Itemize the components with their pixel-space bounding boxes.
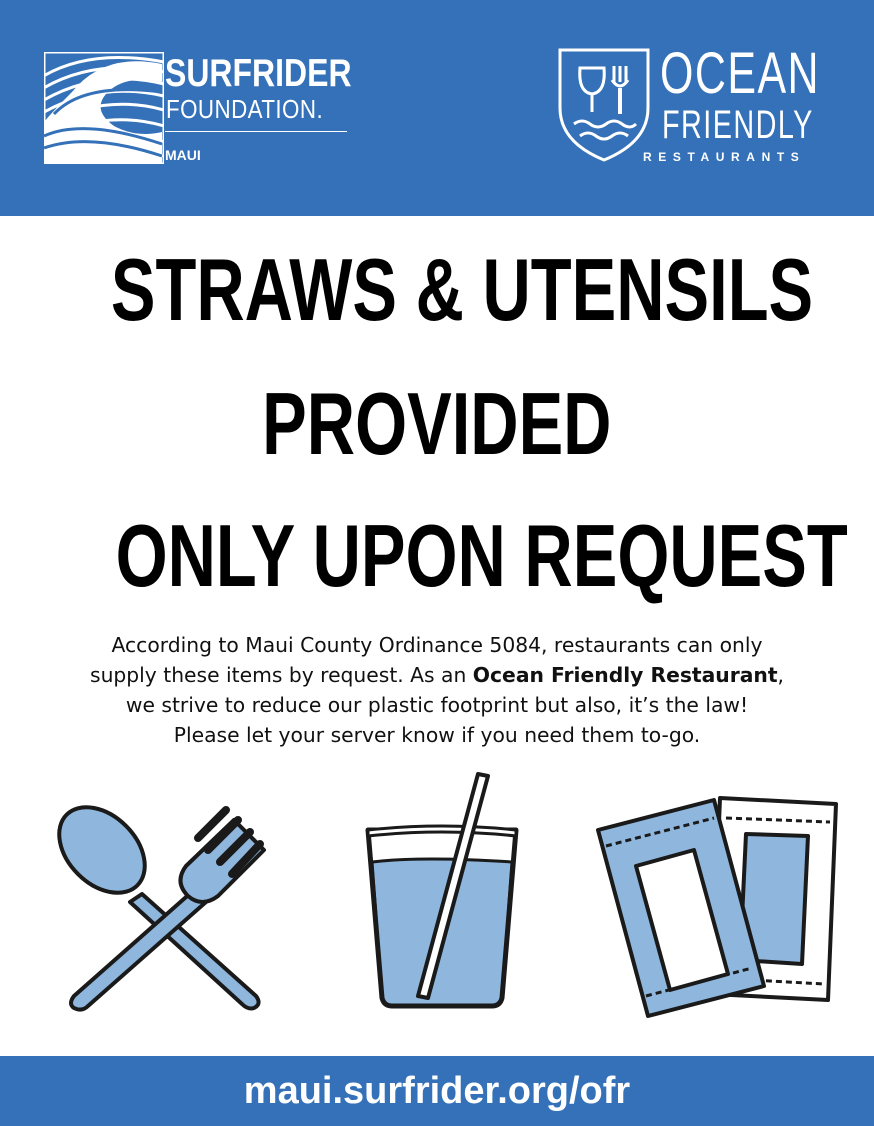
- footer-website-url[interactable]: maui.surfrider.org/ofr: [243, 1070, 631, 1112]
- paragraph-bold-text: Ocean Friendly Restaurant: [472, 663, 778, 687]
- headline-line-3-text: ONLY UPON REQUEST: [115, 506, 848, 605]
- surfrider-name: SURFRIDER: [165, 52, 352, 95]
- ocean-friendly-ocean-label: OCEAN: [660, 41, 821, 106]
- ordinance-paragraph: [90, 630, 784, 750]
- headline-line-3: [0, 508, 874, 604]
- headline-line-2-text: PROVIDED: [262, 374, 612, 473]
- surfrider-divider: [165, 131, 347, 132]
- ocean-friendly-shield-icon: [556, 46, 652, 164]
- paragraph-text-2: , we strive to reduce our plastic footprint but also, it’s the law! Please let your server know if you need them to-go.: [125, 663, 784, 747]
- glass-with-straw-icon: [362, 770, 522, 1012]
- spoon-fork-crossed-icon: [50, 790, 272, 1012]
- ocean-friendly-friendly-label: FRIENDLY: [662, 103, 814, 147]
- paragraph-text-1: According to Maui County Ordinance 5084, restaurants can only supply these items by request. As an: [90, 633, 763, 687]
- headline-line-2: [0, 376, 874, 472]
- surfrider-chapter-label: MAUI: [165, 147, 201, 163]
- surfrider-wave-logo-icon: [44, 52, 164, 164]
- headline-line-1: [0, 242, 874, 338]
- wet-wipe-packets-icon: [596, 794, 842, 1020]
- ocean-friendly-restaurants-label: RESTAURANTS: [643, 150, 806, 164]
- headline-line-1-text: STRAWS & UTENSILS: [110, 240, 814, 339]
- surfrider-foundation-label: FOUNDATION.: [166, 94, 324, 124]
